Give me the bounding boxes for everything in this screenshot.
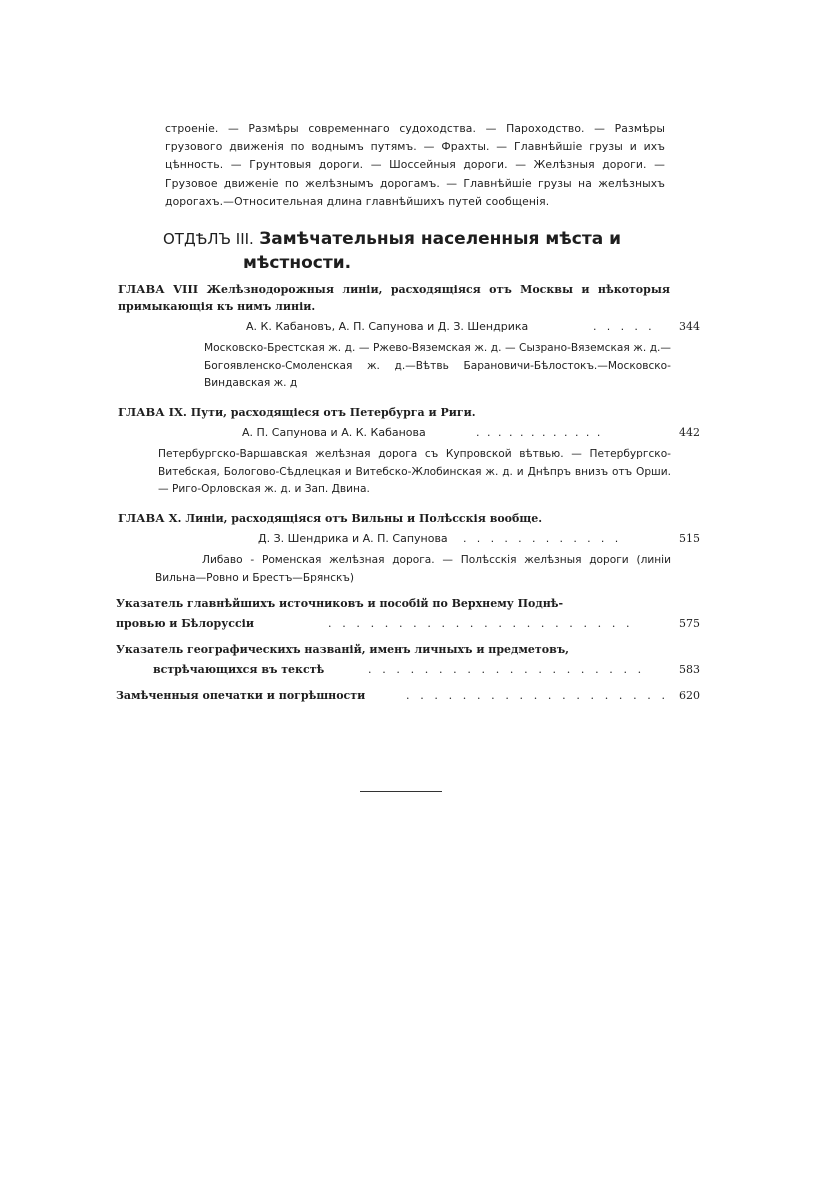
leader-dots: . . . . . <box>593 320 656 333</box>
leader-dots: . . . . . . . . . . . . <box>463 532 622 545</box>
index-entry-line2: Замѣченныя опечатки и погрѣшности <box>116 689 366 702</box>
page-number: 583 <box>679 663 700 676</box>
index-entry-line2: встрѣчающихся въ текстѣ <box>153 663 325 676</box>
index-entry-row <box>116 686 704 706</box>
index-entry-line1: Указатель главнѣйшихъ источниковъ и пособій по Верхнему Поднѣ- <box>116 597 564 610</box>
chapter-number: ГЛАВА IX. <box>118 405 187 419</box>
chapter-authors: А. К. Кабановъ, А. П. Сапунова и Д. З. Шендрика <box>246 320 529 333</box>
page-number: 442 <box>679 426 700 439</box>
index-entry-line2: провью и Бѣлоруссіи <box>116 617 254 630</box>
index-entry-errata <box>116 686 704 706</box>
page-number: 575 <box>679 617 700 630</box>
section-heading <box>163 227 673 275</box>
contents-paragraph: строеніе. — Размѣры современнаго судоходства. — Пароходство. — Размѣры грузового движенія по воднымъ путямъ. — Фрахты. — Главнѣйшіе грузы и ихъ цѣнность. — Грунтовыя дороги. — Шоссейныя дороги. — Желѣзныя дороги. — Грузовое движеніе по желѣзнымъ дорогамъ. — Главнѣйшіе грузы на желѣзныхъ дорогахъ.—Относительная длина главнѣйшихъ путей сообщенія. <box>165 122 665 208</box>
chapter-number: ГЛАВА X. <box>118 511 182 525</box>
chapter-title: Желѣзнодорожныя линіи, расходящіяся отъ Москвы и нѣкоторыя примыкающія къ нимъ линіи. <box>118 283 670 313</box>
chapter-entry <box>118 510 703 587</box>
chapter-description: Петербургско-Варшавская желѣзная дорога съ Купровской вѣтвью. — Петербургско-Витебская, Бологово-Сѣдлецкая и Витебско-Жлобинская ж. д. и Днѣпръ внизъ отъ Орши. — Риго-Орловская ж. д. и Зап. Двина. <box>158 448 671 495</box>
chapter-title: Пути, расходящіеся отъ Петербурга и Риги. <box>190 406 476 419</box>
page-number: 620 <box>679 689 700 702</box>
section-title-line2: мѣстности. <box>243 253 352 273</box>
leader-dots: . . . . . . . . . . . . <box>476 426 603 439</box>
chapter-description: Либаво - Роменская желѣзная дорога. — Полѣсскія желѣзныя дороги (линіи Вильна—Ровно и Брестъ—Брянскъ) <box>155 554 671 584</box>
chapter-entry <box>118 281 703 393</box>
leader-dots: . . . . . . . . . . . . . . . . . . . . . . <box>328 617 634 630</box>
chapter-authors-row <box>118 423 703 443</box>
chapter-authors-row <box>118 529 703 549</box>
leader-dots: . . . . . . . . . . . . . . . . . . . <box>406 689 669 702</box>
index-entry-row <box>116 614 704 634</box>
chapter-authors: Д. З. Шендрика и А. П. Сапунова <box>258 532 448 545</box>
section-label: ОТДѢЛЪ III. <box>163 230 254 248</box>
page-number: 344 <box>679 320 700 333</box>
chapter-number: ГЛАВА VIII <box>118 282 199 296</box>
chapter-title: Линіи, расходящіяся отъ Вильны и Полѣсскія вообще. <box>185 512 543 525</box>
index-entry-line1: Указатель географическихъ названій, именъ личныхъ и предметовъ, <box>116 643 569 656</box>
index-entry-names <box>116 640 704 680</box>
chapter-heading <box>118 281 670 315</box>
closing-rule <box>360 791 442 792</box>
index-entry-sources <box>116 594 704 634</box>
chapter-authors: А. П. Сапунова и А. К. Кабанова <box>242 426 426 439</box>
chapter-description: Московско-Брестская ж. д. — Ржево-Вяземская ж. д. — Сызрано-Вяземская ж. д.—Богоявленско-Смоленская ж. д.—Вѣтвь Барановичи-Бѣлостокъ.—Московско-Виндавская ж. д <box>204 342 671 389</box>
section-title-line1: Замѣчательныя населенныя мѣста и <box>259 229 622 249</box>
index-entry-row <box>116 660 704 680</box>
chapter-authors-row <box>118 317 703 337</box>
page-number: 515 <box>679 532 700 545</box>
chapter-heading <box>118 510 670 527</box>
leader-dots: . . . . . . . . . . . . . . . . . . . . <box>368 663 645 676</box>
chapter-heading <box>118 404 670 421</box>
chapter-entry <box>118 404 703 499</box>
